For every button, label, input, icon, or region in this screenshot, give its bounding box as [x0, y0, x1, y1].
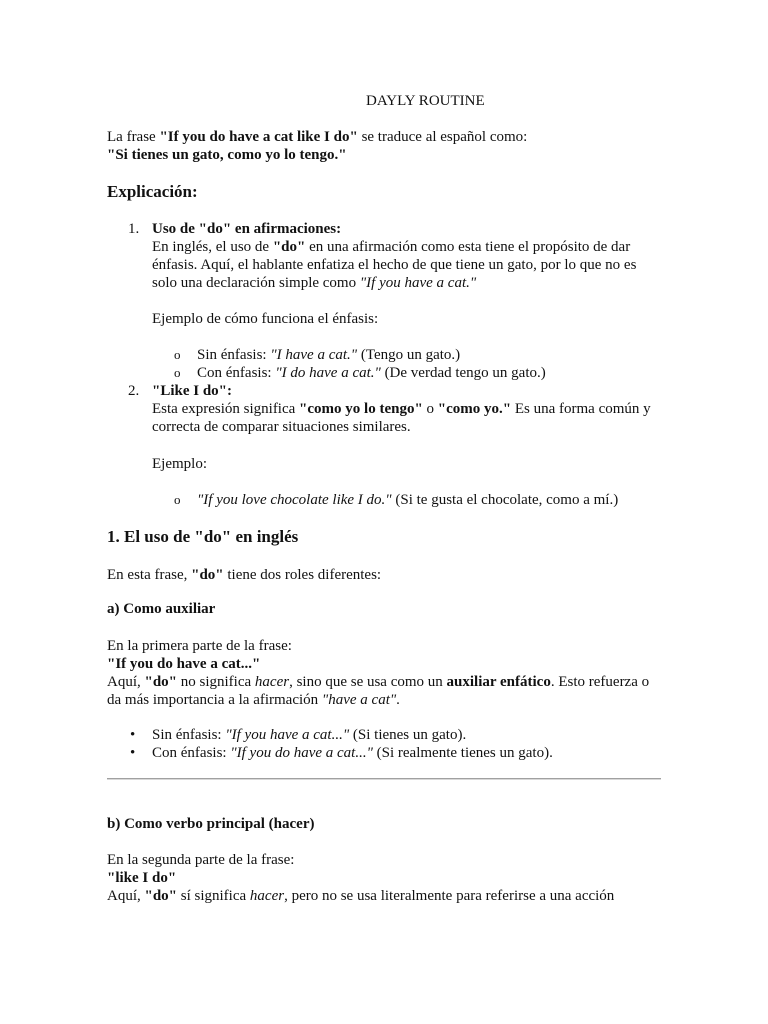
sub-b-heading: b) Como verbo principal (hacer): [107, 816, 315, 832]
sub-a-line3: [107, 673, 649, 691]
text-segment: , sino que se usa como un: [289, 674, 447, 690]
item2-l1-pre: Esta expresión significa: [152, 401, 300, 417]
item1-heading-text: Uso de "do" en afirmaciones:: [152, 221, 342, 237]
bullet-ital: "If you do have a cat...": [230, 745, 373, 761]
item1-line1: [152, 238, 630, 256]
bullet-ital: "I do have a cat.": [275, 365, 381, 381]
sub-a-bullet-1: [152, 726, 466, 744]
section1-p-post: tiene dos roles diferentes:: [223, 567, 382, 583]
bullet-pre: Con énfasis:: [152, 745, 231, 761]
bullet-pre: Sin énfasis:: [152, 727, 226, 743]
sub-a-heading: a) Como auxiliar: [107, 601, 216, 617]
text-segment: sí significa: [177, 888, 250, 904]
item1-line2: énfasis. Aquí, el hablante enfatiza el hecho de que tiene un gato, por lo que no es: [152, 257, 637, 273]
disc-bullet-icon: •: [130, 727, 136, 743]
sub-a-line1: En la primera parte de la frase:: [107, 638, 292, 654]
item2-l1-post: Es una forma común y: [511, 401, 651, 417]
text-segment: "do": [144, 888, 177, 904]
intro-post: se traduce al español como:: [357, 129, 528, 145]
sub-a-l2-bold: "If you do have a cat...": [107, 656, 261, 672]
bullet-post: (Si realmente tienes un gato).: [372, 745, 553, 761]
item2-number: 2.: [128, 383, 140, 399]
bullet-post: (Si tienes un gato).: [349, 727, 467, 743]
item1-heading: [152, 220, 341, 238]
item1-l3-pre: solo una declaración simple como: [152, 275, 360, 291]
text-segment: hacer: [249, 888, 285, 904]
horizontal-rule: [107, 778, 661, 780]
text-segment: da más importancia a la afirmación: [107, 692, 322, 708]
item1-l1-post: en una afirmación como esta tiene el propósito de dar: [305, 239, 631, 255]
item2-bullet: [197, 491, 618, 509]
item2-l1-bold2: "como yo.": [437, 401, 512, 417]
item2-heading: [152, 382, 232, 400]
explicacion-heading: Explicación:: [107, 182, 198, 201]
bullet-post: (De verdad tengo un gato.): [380, 365, 546, 381]
item1-l1-pre: En inglés, el uso de: [152, 239, 273, 255]
item2-line1: [152, 400, 651, 418]
text-segment: hacer: [254, 674, 290, 690]
document-title: DAYLY ROUTINE: [366, 93, 485, 109]
sub-b-line2: [107, 869, 176, 887]
item1-bullet-1: [197, 346, 460, 364]
bullet-post: (Si te gusta el chocolate, como a mí.): [391, 492, 619, 508]
sub-a-bullet-2: [152, 744, 553, 762]
text-segment: "have a cat": [321, 692, 397, 708]
bullet-ital: "If you love chocolate like I do.": [197, 492, 392, 508]
bullet-ital: "I have a cat.": [270, 347, 358, 363]
section1-heading: 1. El uso de "do" en inglés: [107, 527, 299, 546]
sub-b-line3: [107, 887, 614, 905]
bullet-pre: Con énfasis:: [197, 365, 276, 381]
text-segment: no significa: [177, 674, 255, 690]
circle-bullet-icon: o: [174, 492, 181, 507]
section1-paragraph: [107, 566, 381, 584]
item2-line2: correcta de comparar situaciones similares.: [152, 419, 411, 435]
intro-translation: [107, 146, 347, 164]
section1-p-pre: En esta frase,: [107, 567, 192, 583]
intro-line: [107, 128, 527, 146]
item2-heading-text: "Like I do":: [152, 383, 233, 399]
translation-text: "Si tienes un gato, como yo lo tengo.": [107, 147, 347, 163]
item1-bullet-2: [197, 364, 546, 382]
item1-number: 1.: [128, 221, 140, 237]
text-segment: . Esto refuerza o: [550, 674, 650, 690]
text-segment: , pero no se usa literalmente para referirse a una acción: [284, 888, 615, 904]
bullet-ital: "If you have a cat...": [225, 727, 350, 743]
item2-l1-bold1: "como yo lo tengo": [299, 401, 423, 417]
item1-line3: [152, 274, 476, 292]
bullet-post: (Tengo un gato.): [357, 347, 461, 363]
item1-l1-bold: "do": [272, 239, 306, 255]
text-segment: Aquí,: [107, 674, 145, 690]
circle-bullet-icon: o: [174, 365, 181, 380]
disc-bullet-icon: •: [130, 745, 136, 761]
item1-l3-ital: "If you have a cat.": [359, 275, 477, 291]
sub-b-l2-bold: "like I do": [107, 870, 177, 886]
sub-b-line1: En la segunda parte de la frase:: [107, 852, 295, 868]
sub-a-line4: [107, 691, 400, 709]
bullet-pre: Sin énfasis:: [197, 347, 271, 363]
item2-ejemplo: Ejemplo:: [152, 456, 207, 472]
text-segment: auxiliar enfático: [446, 674, 551, 690]
text-segment: "do": [144, 674, 177, 690]
text-segment: .: [396, 692, 400, 708]
item1-ejemplo: Ejemplo de cómo funciona el énfasis:: [152, 311, 379, 327]
intro-pre: La frase: [107, 129, 160, 145]
circle-bullet-icon: o: [174, 347, 181, 362]
section1-p-bold: "do": [191, 567, 224, 583]
intro-phrase: "If you do have a cat like I do": [159, 129, 358, 145]
text-segment: Aquí,: [107, 888, 145, 904]
sub-a-line2: [107, 655, 260, 673]
item2-l1-mid: o: [422, 401, 438, 417]
